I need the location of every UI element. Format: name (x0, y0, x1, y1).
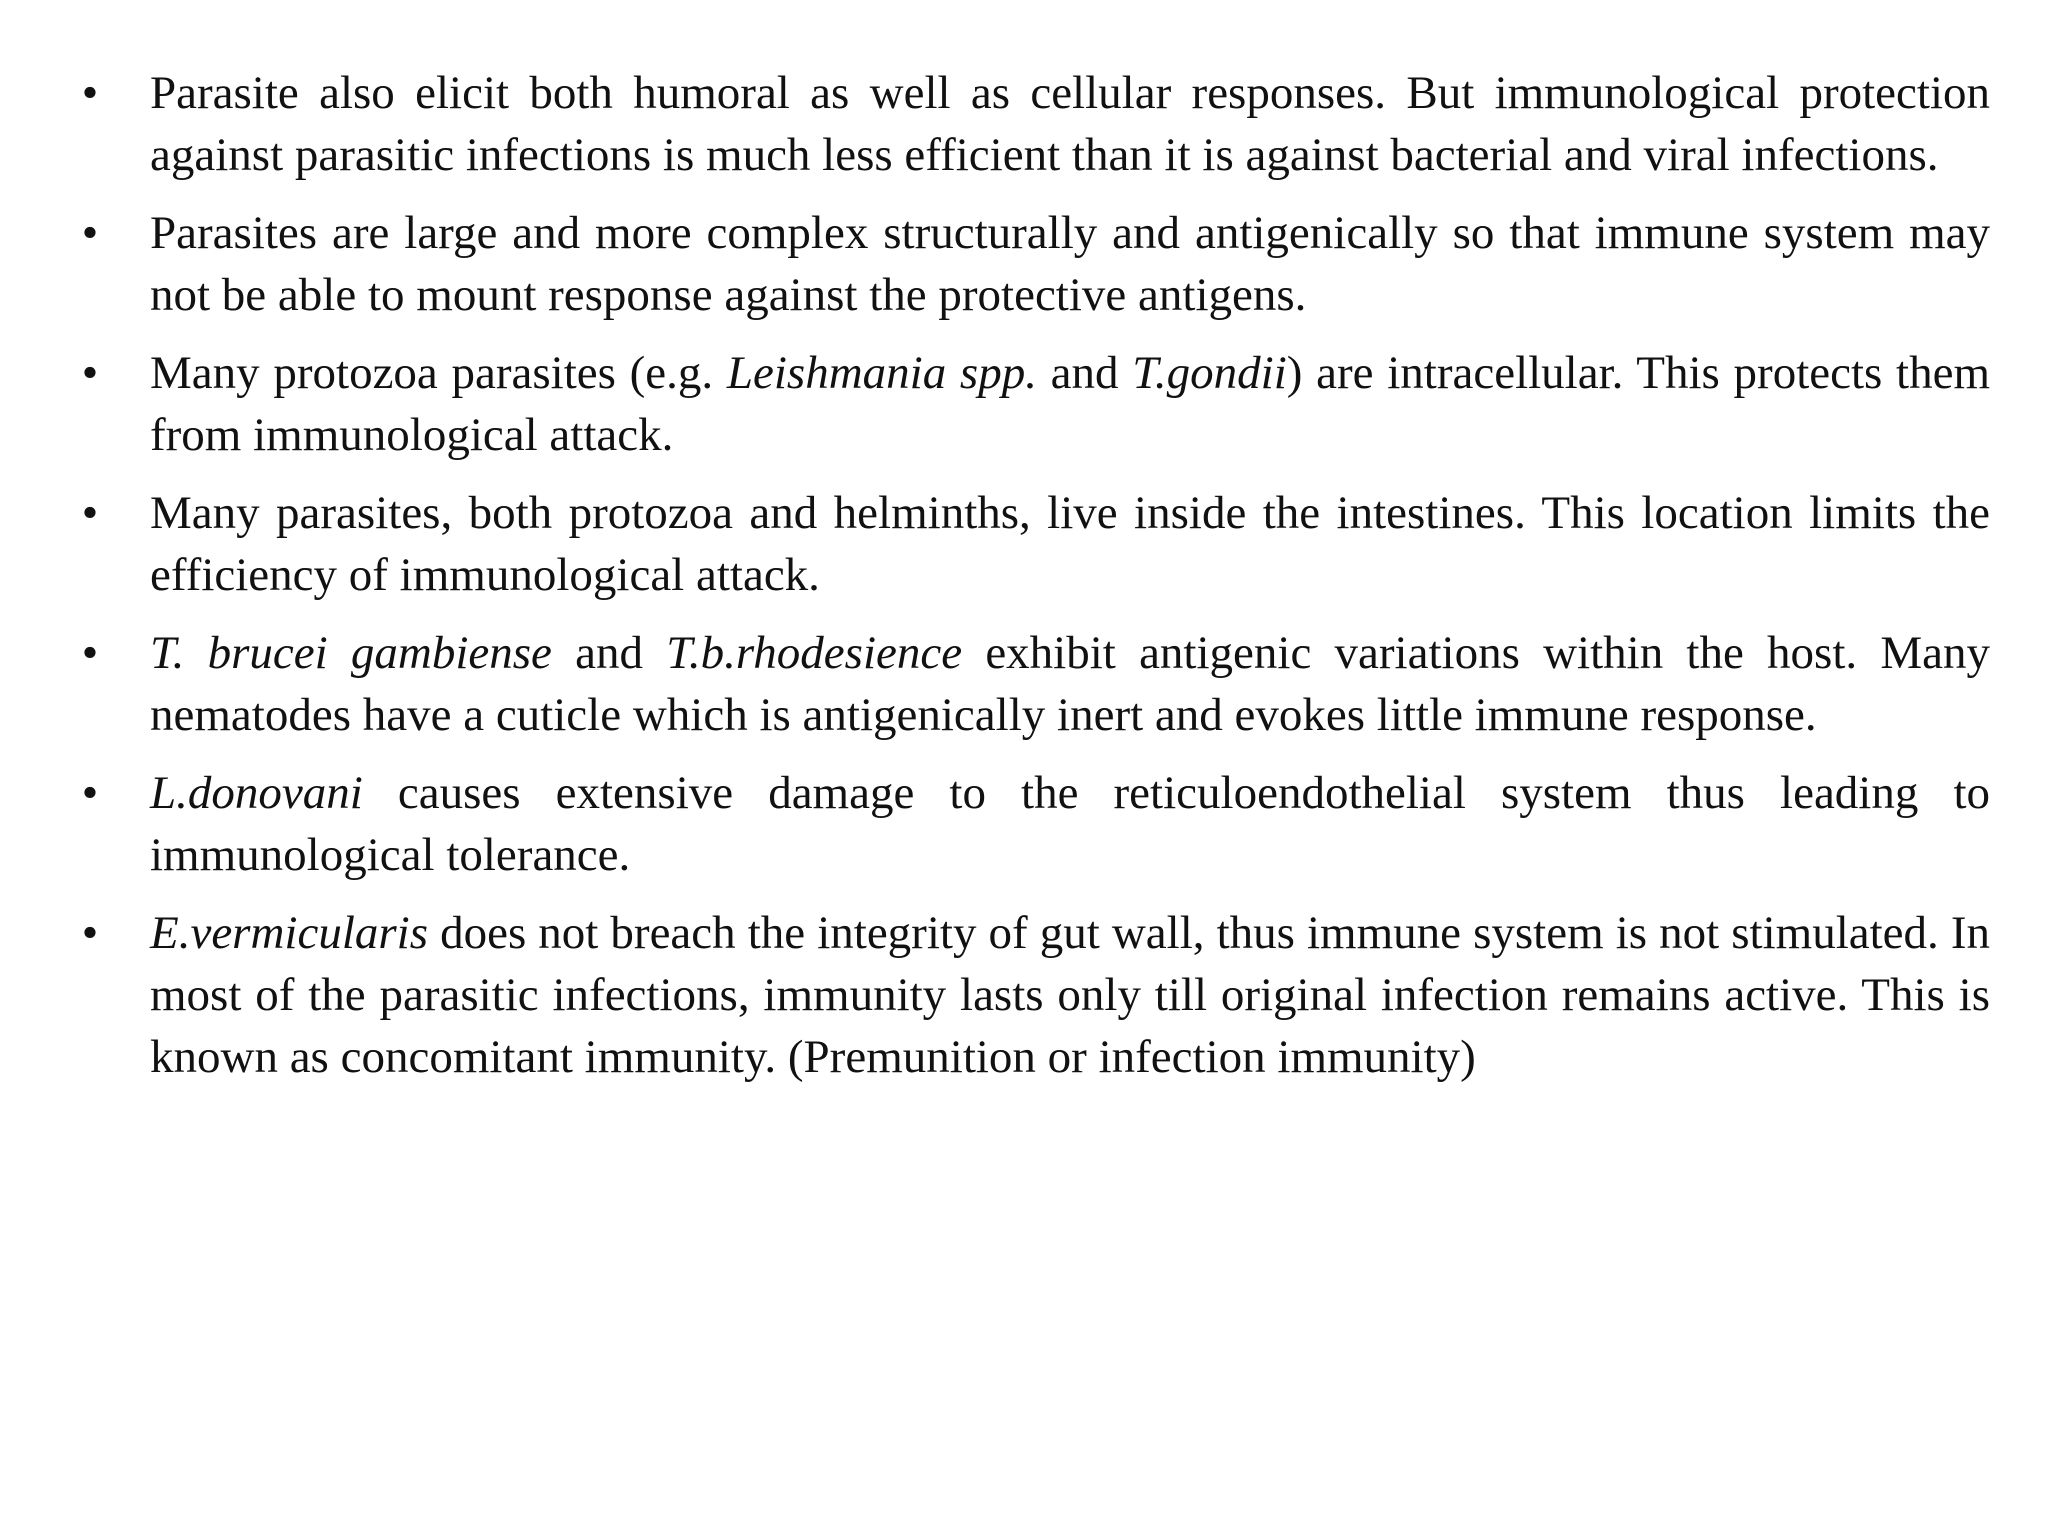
text-segment: ) are intracellular. This protects them from immunological attack. (150, 347, 1990, 461)
bullet-icon: • (81, 907, 99, 959)
bullet-icon: • (81, 627, 99, 679)
species-name: Leishmania spp. (726, 347, 1037, 399)
bullet-text (150, 907, 1990, 1083)
text-segment: exhibit antigenic variations within the host. Many nematodes have a cuticle which is antigenically inert and evokes little immune response. (150, 627, 1991, 741)
bullet-item (70, 622, 1990, 746)
bullet-text (150, 627, 1990, 741)
bullet-item (70, 762, 1990, 886)
bullet-item (70, 202, 1990, 326)
species-name: T.gondii (1132, 347, 1287, 399)
bullet-text (150, 207, 1990, 321)
species-name: L.donovani (150, 767, 363, 819)
species-name: E.vermicularis (150, 907, 429, 959)
bullet-list (70, 62, 1990, 1104)
bullet-text (150, 67, 1990, 181)
bullet-icon: • (81, 767, 99, 819)
text-segment: causes extensive damage to the reticuloendothelial system thus leading to immunological tolerance. (150, 767, 1990, 881)
text-segment: Parasites are large and more complex structurally and antigenically so that immune system may not be able to mount response against the protective antigens. (150, 207, 1990, 321)
bullet-item (70, 902, 1990, 1088)
bullet-icon: • (81, 67, 99, 119)
text-segment: and (551, 627, 667, 679)
bullet-item (70, 342, 1990, 466)
bullet-item (70, 482, 1990, 606)
bullet-icon: • (81, 487, 99, 539)
species-name: T.b.rhodesience (666, 627, 963, 679)
species-name: T. brucei gambiense (150, 627, 552, 679)
text-segment: Many protozoa parasites (e.g. (150, 347, 727, 399)
text-segment: does not breach the integrity of gut wall, thus immune system is not stimulated. In most of the parasitic infections, immunity lasts only till original infection remains active. This is known as concomitant immunity. (Premunition or infection immunity) (150, 907, 1990, 1083)
bullet-text (150, 347, 1990, 461)
text-segment: and (1036, 347, 1133, 399)
text-segment: Many parasites, both protozoa and helminths, live inside the intestines. This location limits the efficiency of immunological attack. (150, 487, 1990, 601)
text-segment: Parasite also elicit both humoral as well as cellular responses. But immunological protection against parasitic infections is much less efficient than it is against bacterial and viral infections. (150, 67, 1990, 181)
bullet-icon: • (81, 207, 99, 259)
bullet-item (70, 62, 1990, 186)
bullet-text (150, 767, 1990, 881)
bullet-text (150, 487, 1990, 601)
bullet-icon: • (81, 347, 99, 399)
